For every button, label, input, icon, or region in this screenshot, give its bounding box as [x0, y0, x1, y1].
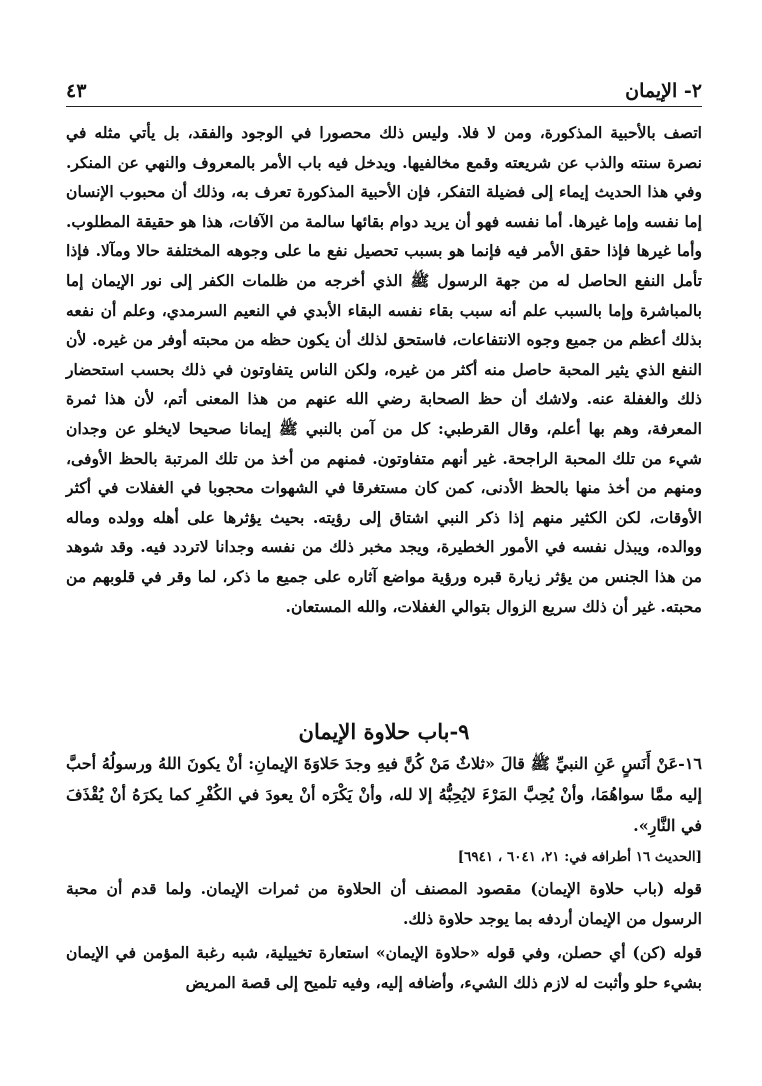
- commentary-text: (كن) أي حصلن، وفي قوله «حلاوة الإيمان» استعارة تخييلية، شبه رغبة المؤمن في الإيمان بشيء حلو وأثبت له لازم ذلك الشيء، وأضافه إليه، وفيه تلميح إلى قصة المريض: [66, 943, 702, 992]
- commentary-keyword: قوله: [673, 943, 702, 962]
- commentary-keyword: قوله: [673, 879, 702, 898]
- chapter-title: ٢- الإيمان: [625, 80, 702, 102]
- body-paragraph-block: [66, 118, 702, 621]
- commentary-text: (باب حلاوة الإيمان) مقصود المصنف أن الحلاوة من ثمرات الإيمان. ولما قدم أن محبة الرسول من الإيمان أردفه بما يوجد حلاوة ذلك.: [66, 879, 702, 928]
- hadith-text: ١٦-عَنْ أَنَسٍ عَنِ النبيِّ ﷺ قالَ «ثلاثٌ مَنْ كُنَّ فيهِ وجدَ حَلاوَةَ الإيمانِ: أنْ يكونَ اللهُ ورسولُهُ أحبَّ إليه ممَّا سواهُمَا، وأنْ يُحِبَّ المَرْءَ لايُحِبُّهُ إلا لله، وأنْ يَكْرَه أنْ يعودَ في الكُفْرِ كما يكرَهُ أنْ يُقْذَفَ في النَّارِ».: [66, 754, 702, 835]
- body-paragraph: اتصف بالأحبية المذكورة، ومن لا فلا. وليس ذلك محصورا في الوجود والفقد، بل يأتي مثله في نصرة سنته والذب عن شريعته وقمع مخالفيها. ويدخل فيه باب الأمر بالمعروف والنهي عن المنكر. وفي هذا الحديث إيماء إلى فضيلة التفكر، فإن الأحبية المذكورة تعرف به، وذلك أن محبوب الإنسان إما نفسه وإما غيرها. أما نفسه فهو أن يريد دوام بقائها سالمة من الآفات، هذا هو حقيقة المطلوب. وأما غيرها فإذا حقق الأمر فيه فإنما هو بسبب تحصيل نفع ما على وجوهه المختلفة حالا ومآلا. فإذا تأمل النفع الحاصل له من جهة الرسول ﷺ الذي أخرجه من ظلمات الكفر إلى نور الإيمان إما بالمباشرة وإما بالسبب علم أنه سبب بقاء نفسه البقاء الأبدي في النعيم السرمدي، وعلم أن نفعه بذلك أعظم من جميع وجوه الانتفاعات، فاستحق لذلك أن يكون حظه من محبته أوفر من غيره. لأن النفع الذي يثير المحبة حاصل منه أكثر من غيره، ولكن الناس يتفاوتون في ذلك بحسب استحضار ذلك والغفلة عنه. ولاشك أن حظ الصحابة رضي الله عنهم من هذا المعنى أتم، لأن هذا ثمرة المعرفة، وهم بها أعلم، وقال القرطبي: كل من آمن بالنبي ﷺ إيمانا صحيحا لايخلو عن وجدان شيء من تلك المحبة الراجحة. غير أنهم متفاوتون. فمنهم من أخذ من تلك المرتبة بالحظ الأوفى، ومنهم من أخذ منها بالحظ الأدنى، كمن كان مستغرقا في الشهوات محجوبا في الغفلات في أكثر الأوقات، لكن الكثير منهم إذا ذكر النبي اشتاق إلى رؤيته. بحيث يؤثرها على أهله وولده وماله ووالده، ويبذل نفسه في الأمور الخطيرة، ويجد مخبر ذلك من نفسه وجدانا لاتردد فيه. وقد شوهد من هذا الجنس من يؤثر زيارة قبره ورؤية مواضع آثاره على جميع ما ذكر، لما وقر في قلوبهم من محبته. غير أن ذلك سريع الزوال بتوالي الغفلات، والله المستعان.: [66, 123, 702, 616]
- hadith-reference: [الحديث ١٦ أطرافه في: ٢١، ٦٠٤١ ، ٦٩٤١]: [457, 849, 702, 865]
- commentary-paragraph: [66, 938, 702, 997]
- commentary-paragraph: [66, 874, 702, 933]
- chapter-heading: ٩-باب حلاوة الإيمان: [298, 719, 470, 744]
- page-number: ٤٣: [66, 80, 87, 102]
- running-header: [66, 72, 702, 102]
- header-divider: [66, 106, 702, 107]
